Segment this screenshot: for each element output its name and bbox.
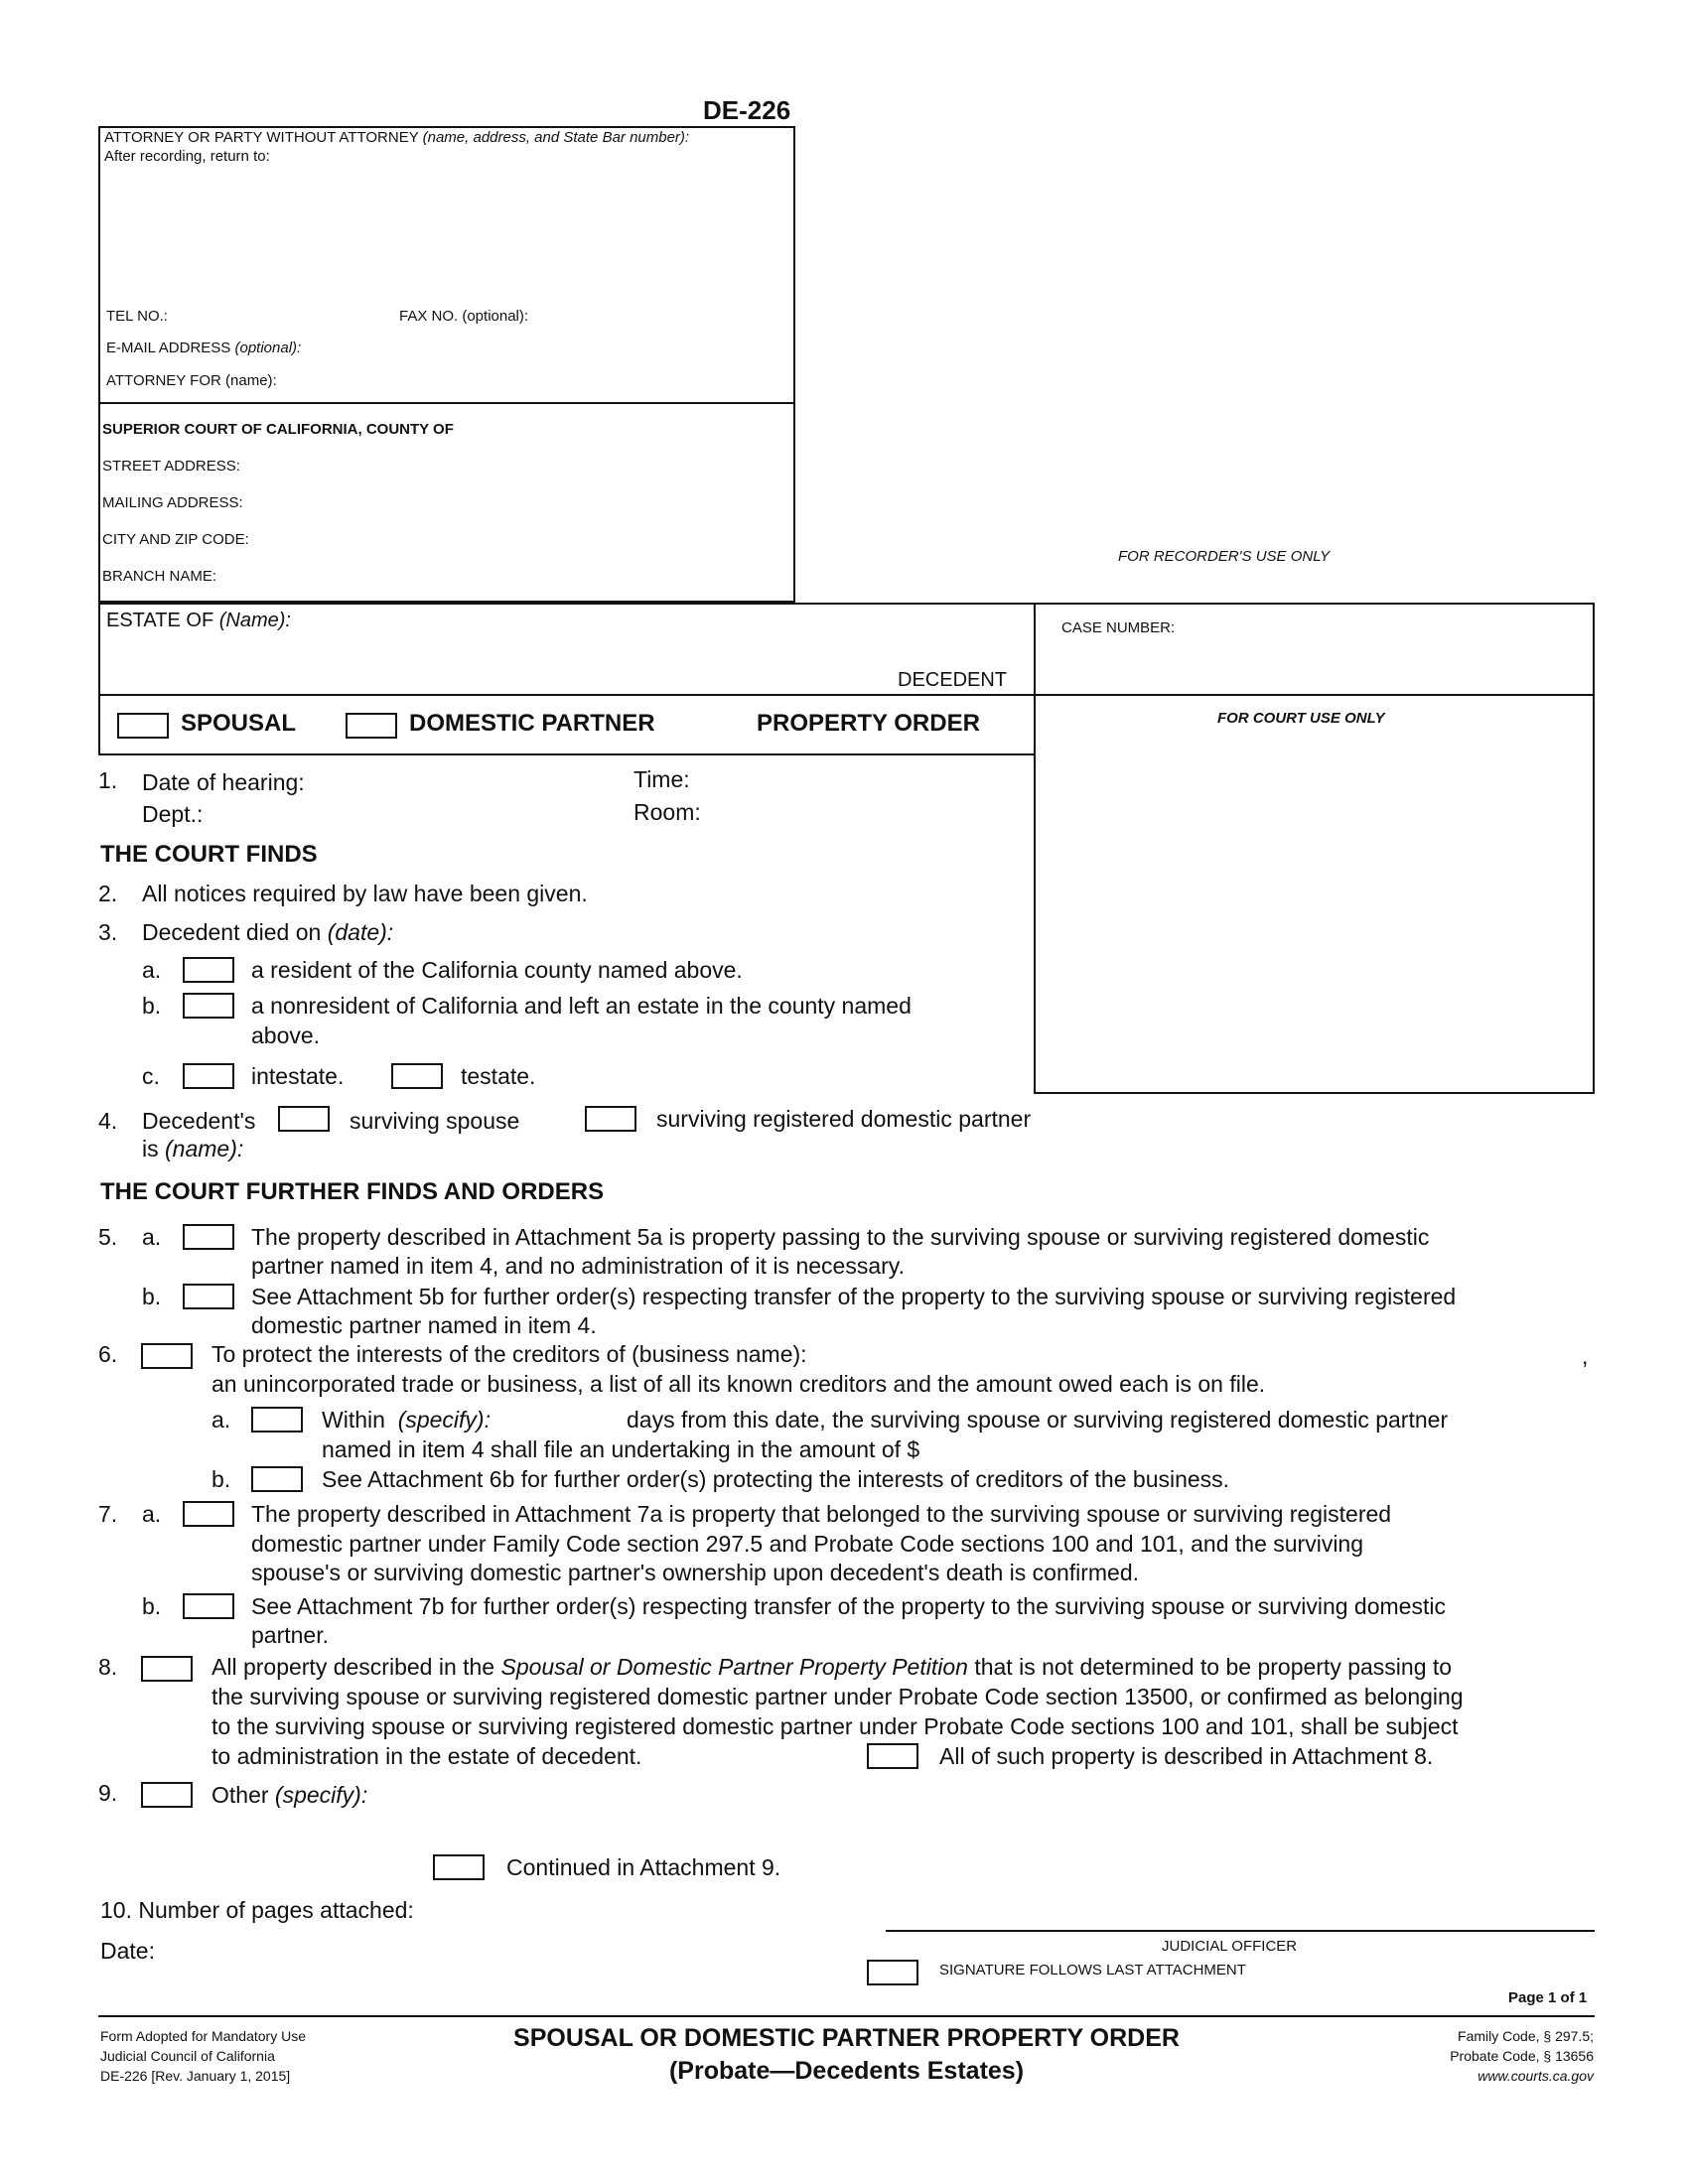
item-6-comma: , — [1582, 1343, 1589, 1369]
survivor-name-field[interactable] — [260, 1133, 1019, 1160]
item-3-text: Decedent died on (date): — [142, 919, 394, 945]
item-6a-text-2: named in item 4 shall file an undertaking in the amount of $ — [322, 1436, 920, 1462]
spousal-label: SPOUSAL — [181, 710, 297, 737]
attachment-9-label: Continued in Attachment 9. — [506, 1854, 781, 1880]
item-3b-letter: b. — [142, 993, 162, 1019]
tel-field[interactable] — [179, 304, 391, 328]
item-9-number: 9. — [98, 1780, 118, 1806]
item-3c-letter: c. — [142, 1063, 160, 1089]
decedent-label: DECEDENT — [898, 669, 1008, 691]
item-7a-text-2: domestic partner under Family Code section 297.5 and Probate Code sections 100 and 101, and the surviving — [251, 1531, 1364, 1557]
attorney-court-divider — [98, 402, 795, 404]
surviving-partner-label: surviving registered domestic partner — [656, 1106, 1032, 1132]
mailing-field[interactable] — [268, 490, 788, 514]
court-use-bottom — [1034, 1092, 1595, 1094]
testate-checkbox[interactable] — [391, 1063, 443, 1089]
item-5b-letter: b. — [142, 1284, 162, 1309]
surviving-partner-checkbox[interactable] — [585, 1106, 636, 1132]
branch-label: BRANCH NAME: — [102, 568, 217, 585]
signature-follows-label: SIGNATURE FOLLOWS LAST ATTACHMENT — [939, 1962, 1246, 1979]
item-7b-text-1: See Attachment 7b for further order(s) respecting transfer of the property to the surviving spouse or surviving domestic — [251, 1593, 1446, 1619]
item-6a-letter: a. — [211, 1407, 231, 1433]
estate-bottom-rule — [98, 694, 1595, 696]
item-7-number: 7. — [98, 1501, 118, 1527]
item-5b-checkbox[interactable] — [183, 1284, 234, 1309]
date-label: Date: — [100, 1938, 155, 1964]
item-6b-letter: b. — [211, 1466, 231, 1492]
room-field[interactable] — [715, 796, 1027, 824]
other-specify-field[interactable] — [387, 1779, 1583, 1852]
item-7b-text-2: partner. — [251, 1622, 329, 1648]
date-field[interactable] — [169, 1935, 570, 1963]
intestate-label: intestate. — [251, 1063, 345, 1089]
footer-right-2: Probate Code, § 13656 — [1450, 2048, 1594, 2064]
estate-left-rule — [98, 603, 100, 755]
footer-title-2: (Probate—Decedents Estates) — [668, 2057, 1025, 2085]
signature-line — [886, 1930, 1595, 1932]
fax-field[interactable] — [548, 304, 790, 328]
item-2-text: All notices required by law have been given. — [142, 881, 588, 906]
item-3-number: 3. — [98, 919, 118, 945]
item-3a-text: a resident of the California county named above. — [251, 957, 743, 983]
item-6a-within: Within (specify): — [322, 1407, 491, 1433]
court-finds-heading: THE COURT FINDS — [100, 841, 318, 868]
intestate-checkbox[interactable] — [183, 1063, 234, 1089]
footer-left-3: DE-226 [Rev. January 1, 2015] — [100, 2068, 291, 2084]
item-6-text-1: To protect the interests of the creditors of (business name): — [211, 1341, 807, 1367]
undertaking-amount-field[interactable] — [993, 1434, 1295, 1462]
item-3a-checkbox[interactable] — [183, 957, 234, 983]
footer-right-1: Family Code, § 297.5; — [1458, 2028, 1594, 2044]
pages-attached-field[interactable] — [447, 1894, 649, 1922]
email-field[interactable] — [328, 336, 788, 359]
item-3b-text-2: above. — [251, 1023, 321, 1048]
item-8-checkbox[interactable] — [141, 1656, 193, 1682]
item-8-text-3: to the surviving spouse or surviving registered domestic partner under Probate Code sections 100 and 101, shall be subject — [211, 1713, 1459, 1739]
county-field[interactable] — [501, 417, 788, 441]
item-5b-text-1: See Attachment 5b for further order(s) respecting transfer of the property to the surviving spouse or surviving registered — [251, 1284, 1457, 1309]
further-finds-heading: THE COURT FURTHER FINDS AND ORDERS — [100, 1178, 605, 1205]
footer-left-2: Judicial Council of California — [100, 2048, 275, 2064]
date-of-hearing-field[interactable] — [328, 766, 620, 794]
attorney-name-address-field[interactable] — [104, 171, 793, 304]
case-number-field[interactable] — [1061, 645, 1582, 681]
footer-title-1: SPOUSAL OR DOMESTIC PARTNER PROPERTY ORDER — [513, 2024, 1180, 2052]
item-9-checkbox[interactable] — [141, 1782, 193, 1808]
street-field[interactable] — [263, 454, 788, 478]
item-7a-text-3: spouse's or surviving domestic partner's ownership upon decedent's death is confirmed. — [251, 1560, 1140, 1585]
item-4-is-label: is (name): — [142, 1136, 244, 1161]
domestic-partner-checkbox[interactable] — [346, 713, 397, 739]
item-6-checkbox[interactable] — [141, 1343, 193, 1369]
item-7a-letter: a. — [142, 1501, 162, 1527]
case-divider — [1034, 603, 1036, 1094]
item-5-number: 5. — [98, 1224, 118, 1250]
item-10-text: 10. Number of pages attached: — [100, 1897, 414, 1923]
item-3b-text-1: a nonresident of California and left an estate in the county named — [251, 993, 912, 1019]
property-order-label: PROPERTY ORDER — [757, 710, 980, 737]
item-6-text-2: an unincorporated trade or business, a list of all its known creditors and the amount owed each is on file. — [211, 1371, 1266, 1397]
footer-website-link[interactable]: www.courts.ca.gov — [1477, 2068, 1594, 2084]
item-9-text: Other (specify): — [211, 1782, 368, 1808]
page-number: Page 1 of 1 — [1508, 1989, 1588, 2006]
branch-field[interactable] — [233, 564, 788, 588]
attachment-8-checkbox[interactable] — [867, 1743, 918, 1769]
item-7a-text-1: The property described in Attachment 7a is property that belonged to the surviving spouse or surviving registered — [251, 1501, 1392, 1527]
footer-rule — [98, 2015, 1595, 2017]
item-1-number: 1. — [98, 767, 118, 793]
after-recording-label: After recording, return to: — [104, 148, 270, 165]
item-6a-checkbox[interactable] — [251, 1407, 303, 1433]
time-field[interactable] — [705, 764, 1027, 792]
days-field[interactable] — [526, 1405, 630, 1433]
dept-label: Dept.: — [142, 801, 204, 827]
item-5a-text-1: The property described in Attachment 5a is property passing to the surviving spouse or surviving registered domestic — [251, 1224, 1430, 1250]
surviving-spouse-label: surviving spouse — [350, 1108, 520, 1134]
item-8-text-4: to administration in the estate of decedent. — [211, 1743, 642, 1769]
tel-label: TEL NO.: — [106, 308, 168, 325]
case-number-label: CASE NUMBER: — [1061, 619, 1176, 636]
decedents-label: Decedent's — [142, 1108, 256, 1134]
item-6-number: 6. — [98, 1341, 118, 1367]
signature-follows-checkbox[interactable] — [867, 1960, 918, 1985]
surviving-spouse-checkbox[interactable] — [278, 1106, 330, 1132]
item-6b-text: See Attachment 6b for further order(s) protecting the interests of creditors of the business. — [322, 1466, 1230, 1492]
date-of-death-field[interactable] — [427, 917, 1027, 945]
item-3a-letter: a. — [142, 957, 162, 983]
recorders-use-label: FOR RECORDER'S USE ONLY — [1118, 548, 1331, 565]
attachment-8-label: All of such property is described in Attachment 8. — [939, 1743, 1434, 1769]
judicial-officer-label: JUDICIAL OFFICER — [1162, 1938, 1298, 1955]
attachment-9-checkbox[interactable] — [433, 1854, 485, 1880]
court-use-label: FOR COURT USE ONLY — [1217, 710, 1385, 727]
time-label: Time: — [633, 766, 690, 792]
court-title: SUPERIOR COURT OF CALIFORNIA, COUNTY OF — [102, 421, 454, 438]
email-label: E-MAIL ADDRESS (optional): — [106, 340, 302, 356]
attorney-label: ATTORNEY OR PARTY WITHOUT ATTORNEY (name, address, and State Bar number): — [104, 129, 690, 146]
room-label: Room: — [633, 799, 701, 825]
estate-name-field[interactable] — [318, 608, 1027, 635]
attorney-for-field[interactable] — [303, 368, 788, 392]
attorney-for-label: ATTORNEY FOR (name): — [106, 372, 277, 389]
title-bottom-rule — [98, 753, 1036, 755]
city-zip-label: CITY AND ZIP CODE: — [102, 531, 249, 548]
item-6a-text-1: days from this date, the surviving spouse or surviving registered domestic partner — [627, 1407, 1449, 1433]
street-label: STREET ADDRESS: — [102, 458, 240, 475]
spousal-checkbox[interactable] — [117, 713, 169, 739]
city-zip-field[interactable] — [273, 527, 788, 551]
mailing-label: MAILING ADDRESS: — [102, 494, 243, 511]
estate-label: ESTATE OF (Name): — [106, 610, 291, 631]
item-4-number: 4. — [98, 1108, 118, 1134]
domestic-partner-label: DOMESTIC PARTNER — [409, 710, 655, 737]
item-5b-text-2: domestic partner named in item 4. — [251, 1312, 597, 1338]
item-8-text-1: All property described in the Spousal or Domestic Partner Property Petition that is not determined to be property passing to — [211, 1654, 1453, 1680]
footer-left-1: Form Adopted for Mandatory Use — [100, 2028, 306, 2044]
item-5a-text-2: partner named in item 4, and no administration of it is necessary. — [251, 1253, 905, 1279]
fax-label: FAX NO. (optional): — [399, 308, 529, 325]
dept-field[interactable] — [223, 798, 620, 826]
item-3b-checkbox[interactable] — [183, 993, 234, 1019]
item-7b-checkbox[interactable] — [183, 1593, 234, 1619]
estate-top-rule — [98, 603, 1595, 605]
item-5a-letter: a. — [142, 1224, 162, 1250]
business-name-field[interactable] — [874, 1339, 1583, 1367]
form-code: DE-226 — [703, 95, 791, 125]
item-7b-letter: b. — [142, 1593, 162, 1619]
item-6b-checkbox[interactable] — [251, 1466, 303, 1492]
item-8-number: 8. — [98, 1654, 118, 1680]
case-right-rule — [1593, 603, 1595, 1094]
item-5a-checkbox[interactable] — [183, 1224, 234, 1250]
item-2-number: 2. — [98, 881, 118, 906]
item-8-text-2: the surviving spouse or surviving registered domestic partner under Probate Code section 13500, or confirmed as belonging — [211, 1684, 1464, 1709]
testate-label: testate. — [461, 1063, 536, 1089]
item-7a-checkbox[interactable] — [183, 1501, 234, 1527]
date-of-hearing-label: Date of hearing: — [142, 769, 305, 795]
